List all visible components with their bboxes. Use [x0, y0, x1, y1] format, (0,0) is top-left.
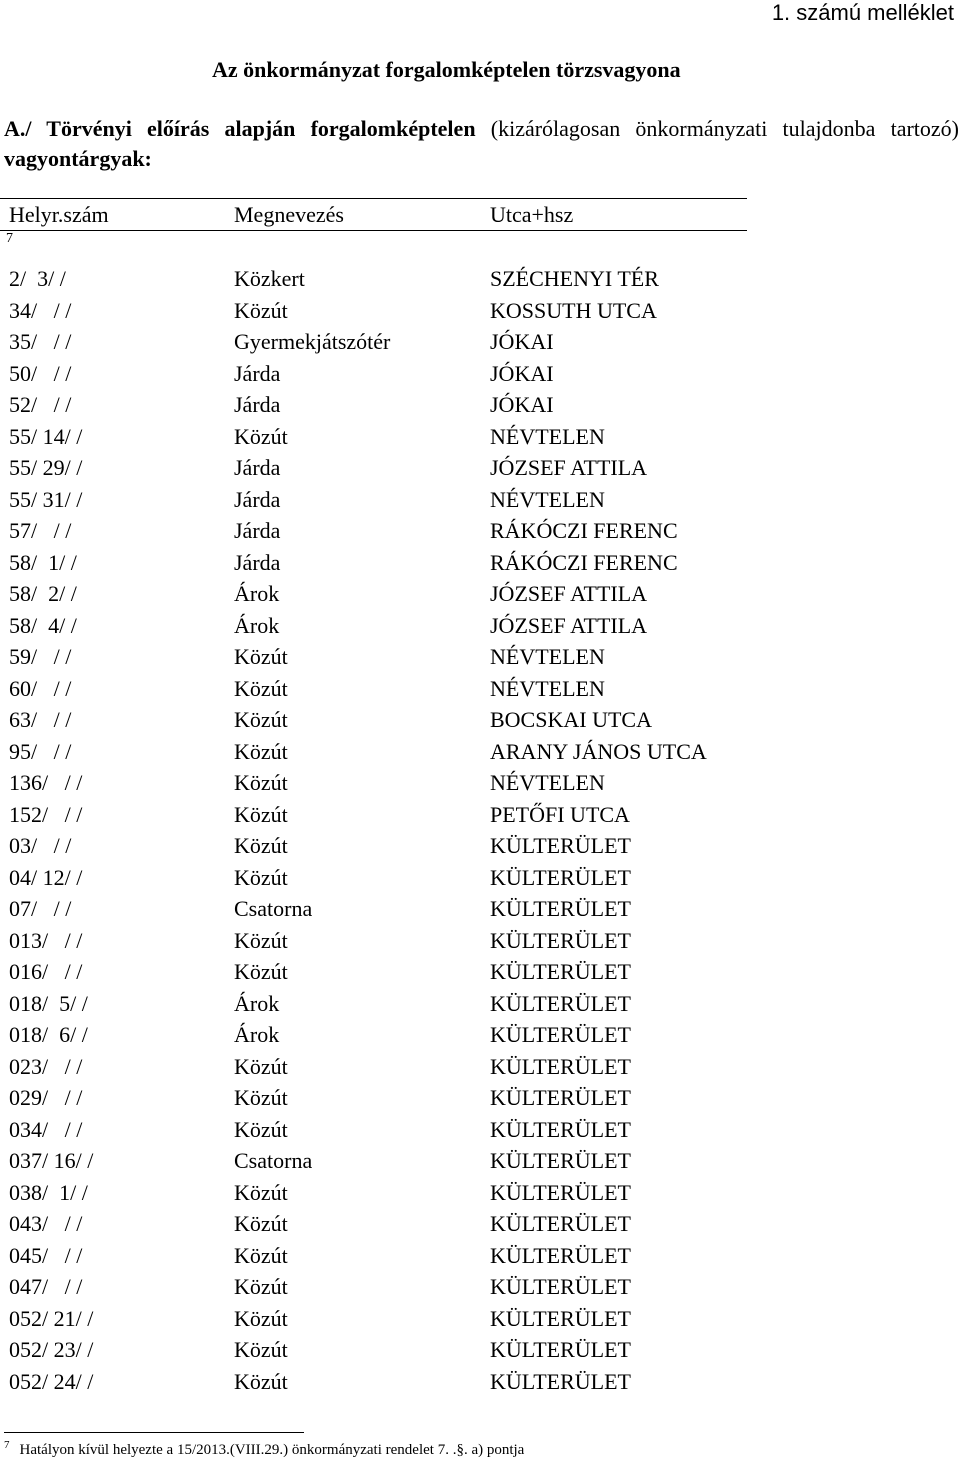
cell-helyrajzi-szam: 58/ 4/ /	[9, 612, 77, 638]
table-row	[0, 893, 960, 925]
table-row	[0, 1082, 960, 1114]
document-title: Az önkormányzat forgalomképtelen törzsvagyona	[212, 57, 681, 82]
cell-megnevezes: Árok	[234, 1022, 280, 1047]
cell-megnevezes: Közkert	[234, 266, 305, 291]
cell-utca-hsz: RÁKÓCZI FERENC	[490, 518, 678, 543]
cell-utca-hsz: JÓZSEF ATTILA	[490, 455, 648, 480]
table-row	[0, 925, 960, 957]
annex-label: 1. számú melléklet	[771, 0, 954, 25]
cell-helyrajzi-szam: 55/ 14/ /	[9, 423, 83, 449]
cell-utca-hsz: NÉVTELEN	[490, 423, 605, 449]
cell-megnevezes: Közút	[234, 423, 288, 449]
table-row	[0, 1177, 960, 1209]
cell-helyrajzi-szam: 023/ / /	[9, 1053, 83, 1079]
cell-megnevezes: Közút	[234, 801, 288, 827]
footnote-reference: 7	[6, 231, 13, 246]
table-row	[0, 1271, 960, 1303]
cell-helyrajzi-szam: 07/ / /	[9, 896, 72, 921]
cell-helyrajzi-szam: 052/ 21/ /	[9, 1305, 94, 1331]
cell-megnevezes: Gyermekjátszótér	[234, 329, 391, 354]
table-row	[0, 1303, 960, 1335]
cell-utca-hsz: JÓZSEF ATTILA	[490, 581, 648, 606]
cell-helyrajzi-szam: 136/ / /	[9, 770, 83, 795]
table-row	[0, 1208, 960, 1240]
cell-megnevezes: Közút	[234, 1053, 288, 1079]
cell-helyrajzi-szam: 52/ / /	[9, 392, 72, 417]
footnote	[4, 1440, 524, 1461]
section-heading	[4, 114, 959, 174]
table-row	[0, 956, 960, 988]
cell-utca-hsz: JÓKAI	[490, 329, 554, 354]
cell-utca-hsz: NÉVTELEN	[490, 770, 605, 795]
cell-megnevezes: Árok	[234, 581, 280, 606]
cell-utca-hsz: JÓKAI	[490, 392, 554, 417]
table-row	[0, 389, 960, 421]
cell-helyrajzi-szam: 029/ / /	[9, 1085, 83, 1110]
cell-megnevezes: Közút	[234, 1337, 288, 1362]
cell-helyrajzi-szam: 038/ 1/ /	[9, 1179, 88, 1205]
cell-utca-hsz: KÜLTERÜLET	[490, 1085, 631, 1110]
cell-helyrajzi-szam: 037/ 16/ /	[9, 1148, 94, 1173]
footnote-text: Hatályon kívül helyezte a 15/2013.(VIII.29.) önkormányzati rendelet 7. .§. a) pontja	[19, 1442, 525, 1458]
cell-utca-hsz: BOCSKAI UTCA	[490, 707, 652, 732]
cell-utca-hsz: JÓZSEF ATTILA	[490, 612, 648, 638]
cell-megnevezes: Közút	[234, 297, 288, 323]
cell-helyrajzi-szam: 018/ 5/ /	[9, 990, 88, 1016]
cell-megnevezes: Közút	[234, 1116, 288, 1142]
cell-helyrajzi-szam: 016/ / /	[9, 959, 83, 984]
cell-megnevezes: Közút	[234, 959, 288, 984]
cell-megnevezes: Közút	[234, 864, 288, 890]
table-row	[0, 515, 960, 547]
table-row	[0, 1051, 960, 1083]
table-row	[0, 1019, 960, 1051]
table-row	[0, 830, 960, 862]
cell-utca-hsz: KÜLTERÜLET	[490, 1368, 631, 1394]
cell-megnevezes: Közút	[234, 1211, 288, 1236]
header-megnevezes: Megnevezés	[234, 202, 344, 227]
cell-utca-hsz: KÜLTERÜLET	[490, 896, 631, 921]
cell-helyrajzi-szam: 034/ / /	[9, 1116, 83, 1142]
cell-utca-hsz: KÜLTERÜLET	[490, 1116, 631, 1142]
cell-utca-hsz: KÜLTERÜLET	[490, 1274, 631, 1299]
cell-helyrajzi-szam: 59/ / /	[9, 644, 72, 669]
footnote-number: 7	[4, 1439, 10, 1451]
cell-megnevezes: Közút	[234, 1085, 288, 1110]
table-row	[0, 641, 960, 673]
cell-helyrajzi-szam: 34/ / /	[9, 297, 72, 323]
section-heading-normal: (kizárólagosan önkormányzati tulajdonba tartozó)	[490, 116, 960, 141]
cell-utca-hsz: RÁKÓCZI FERENC	[490, 549, 678, 575]
table-row	[0, 862, 960, 894]
cell-megnevezes: Közút	[234, 707, 288, 732]
cell-megnevezes: Közút	[234, 1368, 288, 1394]
cell-helyrajzi-szam: 57/ / /	[9, 518, 72, 543]
cell-utca-hsz: KÜLTERÜLET	[490, 1211, 631, 1236]
cell-helyrajzi-szam: 045/ / /	[9, 1242, 83, 1268]
cell-megnevezes: Járda	[234, 518, 281, 543]
cell-helyrajzi-szam: 58/ 1/ /	[9, 549, 77, 575]
cell-utca-hsz: KÜLTERÜLET	[490, 1242, 631, 1268]
cell-utca-hsz: KÜLTERÜLET	[490, 864, 631, 890]
cell-utca-hsz: ARANY JÁNOS UTCA	[490, 738, 707, 764]
table-row	[0, 358, 960, 390]
table-row	[0, 704, 960, 736]
table-top-rule	[0, 198, 747, 199]
cell-megnevezes: Közút	[234, 1242, 288, 1268]
table-row	[0, 263, 960, 295]
cell-utca-hsz: NÉVTELEN	[490, 486, 605, 512]
cell-helyrajzi-szam: 2/ 3/ /	[9, 266, 66, 291]
table-row	[0, 1240, 960, 1272]
cell-utca-hsz: JÓKAI	[490, 360, 554, 386]
cell-megnevezes: Járda	[234, 360, 281, 386]
cell-megnevezes: Közút	[234, 1179, 288, 1205]
cell-utca-hsz: KÜLTERÜLET	[490, 1337, 631, 1362]
cell-helyrajzi-szam: 152/ / /	[9, 801, 83, 827]
table-row	[0, 452, 960, 484]
header-helyrajzi-szam: Helyr.szám	[9, 202, 109, 227]
cell-utca-hsz: NÉVTELEN	[490, 644, 605, 669]
cell-megnevezes: Közút	[234, 833, 288, 858]
cell-utca-hsz: KÜLTERÜLET	[490, 1148, 631, 1173]
cell-utca-hsz: KÜLTERÜLET	[490, 1179, 631, 1205]
cell-megnevezes: Közút	[234, 738, 288, 764]
cell-helyrajzi-szam: 95/ / /	[9, 738, 72, 764]
cell-helyrajzi-szam: 04/ 12/ /	[9, 864, 83, 890]
section-heading-tail: vagyontárgyak:	[4, 146, 152, 171]
table-row	[0, 1145, 960, 1177]
cell-utca-hsz: KÜLTERÜLET	[490, 1053, 631, 1079]
cell-megnevezes: Közút	[234, 644, 288, 669]
table-row	[0, 610, 960, 642]
cell-megnevezes: Járda	[234, 549, 281, 575]
table-row	[0, 295, 960, 327]
cell-megnevezes: Árok	[234, 990, 280, 1016]
table-row	[0, 767, 960, 799]
cell-utca-hsz: KÜLTERÜLET	[490, 1305, 631, 1331]
cell-helyrajzi-szam: 55/ 31/ /	[9, 486, 83, 512]
footnote-separator	[4, 1432, 304, 1433]
cell-megnevezes: Közút	[234, 1305, 288, 1331]
table-row	[0, 484, 960, 516]
table-row	[0, 1114, 960, 1146]
cell-helyrajzi-szam: 018/ 6/ /	[9, 1022, 88, 1047]
table-row	[0, 736, 960, 768]
cell-megnevezes: Közút	[234, 770, 288, 795]
cell-megnevezes: Árok	[234, 612, 280, 638]
cell-megnevezes: Csatorna	[234, 1148, 313, 1173]
table-row	[0, 326, 960, 358]
table-row	[0, 547, 960, 579]
table-row	[0, 1366, 960, 1398]
cell-utca-hsz: SZÉCHENYI TÉR	[490, 266, 659, 291]
cell-utca-hsz: KÜLTERÜLET	[490, 990, 631, 1016]
cell-helyrajzi-szam: 55/ 29/ /	[9, 455, 83, 480]
cell-helyrajzi-szam: 63/ / /	[9, 707, 72, 732]
cell-megnevezes: Közút	[234, 675, 288, 701]
cell-utca-hsz: KÜLTERÜLET	[490, 1022, 631, 1047]
cell-helyrajzi-szam: 043/ / /	[9, 1211, 83, 1236]
header-utca-hsz: Utca+hsz	[490, 202, 574, 227]
table-header-rule	[0, 230, 747, 231]
cell-megnevezes: Csatorna	[234, 896, 313, 921]
cell-helyrajzi-szam: 052/ 24/ /	[9, 1368, 94, 1394]
cell-megnevezes: Járda	[234, 392, 281, 417]
cell-utca-hsz: NÉVTELEN	[490, 675, 605, 701]
cell-helyrajzi-szam: 50/ / /	[9, 360, 72, 386]
cell-helyrajzi-szam: 013/ / /	[9, 927, 83, 953]
table-row	[0, 421, 960, 453]
cell-helyrajzi-szam: 052/ 23/ /	[9, 1337, 94, 1362]
cell-utca-hsz: KÜLTERÜLET	[490, 927, 631, 953]
property-table-body	[0, 263, 960, 1397]
table-row	[0, 988, 960, 1020]
cell-helyrajzi-szam: 60/ / /	[9, 675, 72, 701]
cell-helyrajzi-szam: 03/ / /	[9, 833, 72, 858]
cell-megnevezes: Közút	[234, 1274, 288, 1299]
table-row	[0, 673, 960, 705]
cell-megnevezes: Járda	[234, 486, 281, 512]
cell-utca-hsz: KÜLTERÜLET	[490, 833, 631, 858]
cell-helyrajzi-szam: 58/ 2/ /	[9, 581, 77, 606]
section-heading-bold: A./ Törvényi előírás alapján forgalomképtelen	[4, 116, 476, 141]
cell-utca-hsz: PETŐFI UTCA	[490, 801, 630, 827]
cell-megnevezes: Közút	[234, 927, 288, 953]
cell-megnevezes: Járda	[234, 455, 281, 480]
cell-helyrajzi-szam: 047/ / /	[9, 1274, 83, 1299]
cell-helyrajzi-szam: 35/ / /	[9, 329, 72, 354]
table-row	[0, 1334, 960, 1366]
cell-utca-hsz: KÜLTERÜLET	[490, 959, 631, 984]
cell-utca-hsz: KOSSUTH UTCA	[490, 297, 657, 323]
table-row	[0, 799, 960, 831]
table-row	[0, 578, 960, 610]
